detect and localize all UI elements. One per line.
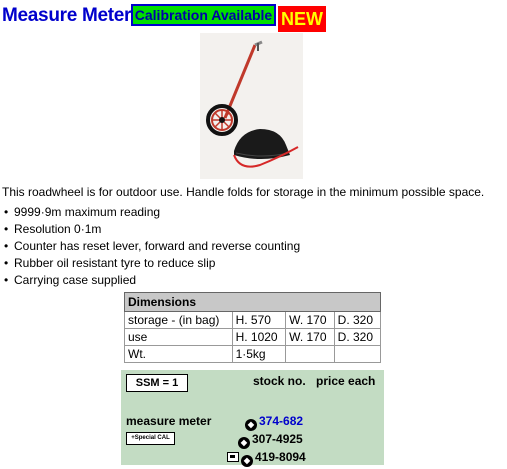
new-badge: NEW xyxy=(278,6,326,32)
bullet-icon: • xyxy=(4,222,9,236)
table-row xyxy=(125,329,381,346)
table-row xyxy=(125,312,381,329)
price-each-header: price each xyxy=(316,374,376,388)
dim-width: W. 170 xyxy=(286,312,335,329)
feature-item: • Counter has reset lever, forward and reverse counting xyxy=(4,239,301,253)
special-cal-badge: +Special CAL xyxy=(126,432,175,445)
bullet-icon: • xyxy=(4,256,9,270)
dim-width xyxy=(286,346,335,363)
product-image xyxy=(200,33,303,179)
feature-list xyxy=(4,204,300,289)
dimensions-table xyxy=(124,292,381,363)
dim-weight: 1·5kg xyxy=(232,346,286,363)
product-description: This roadwheel is for outdoor use. Handle folds for storage in the minimum possible space. xyxy=(2,185,485,199)
dim-depth xyxy=(334,346,380,363)
order-arrow-icon: ◆ xyxy=(241,455,253,467)
fax-icon xyxy=(227,452,239,462)
feature-item: • 9999·9m maximum reading xyxy=(4,205,161,219)
page-title: Measure Meter xyxy=(2,5,132,26)
dim-depth: D. 320 xyxy=(334,312,380,329)
dim-label: use xyxy=(125,329,233,346)
stock-no-header: stock no. xyxy=(253,374,306,388)
feature-item: • Carrying case supplied xyxy=(4,273,137,287)
table-row xyxy=(125,346,381,363)
dim-label: storage - (in bag) xyxy=(125,312,233,329)
dimensions-header: Dimensions xyxy=(125,293,381,312)
dim-depth: D. 320 xyxy=(334,329,380,346)
order-panel xyxy=(121,370,384,465)
cal-stock-number: ◆ 307-4925 xyxy=(238,432,303,449)
dim-height: H. 570 xyxy=(232,312,286,329)
measure-wheel-icon xyxy=(200,33,303,179)
dim-width: W. 170 xyxy=(286,329,335,346)
ssm-badge: SSM = 1 xyxy=(126,374,188,392)
calibration-badge[interactable]: Calibration Available xyxy=(131,4,276,26)
bullet-icon: • xyxy=(4,205,9,219)
feature-item: • Resolution 0·1m xyxy=(4,222,102,236)
order-arrow-icon: ◆ xyxy=(238,437,250,449)
stock-number-link[interactable]: ◆ 374-682 xyxy=(245,414,303,431)
bullet-icon: • xyxy=(4,239,9,253)
feature-item: • Rubber oil resistant tyre to reduce slip xyxy=(4,256,216,270)
bullet-icon: • xyxy=(4,273,9,287)
order-arrow-icon: ◆ xyxy=(245,419,257,431)
dim-label: Wt. xyxy=(125,346,233,363)
product-name: measure meter xyxy=(126,414,212,428)
fax-stock-number: ◆ 419-8094 xyxy=(227,450,306,467)
dim-height: H. 1020 xyxy=(232,329,286,346)
